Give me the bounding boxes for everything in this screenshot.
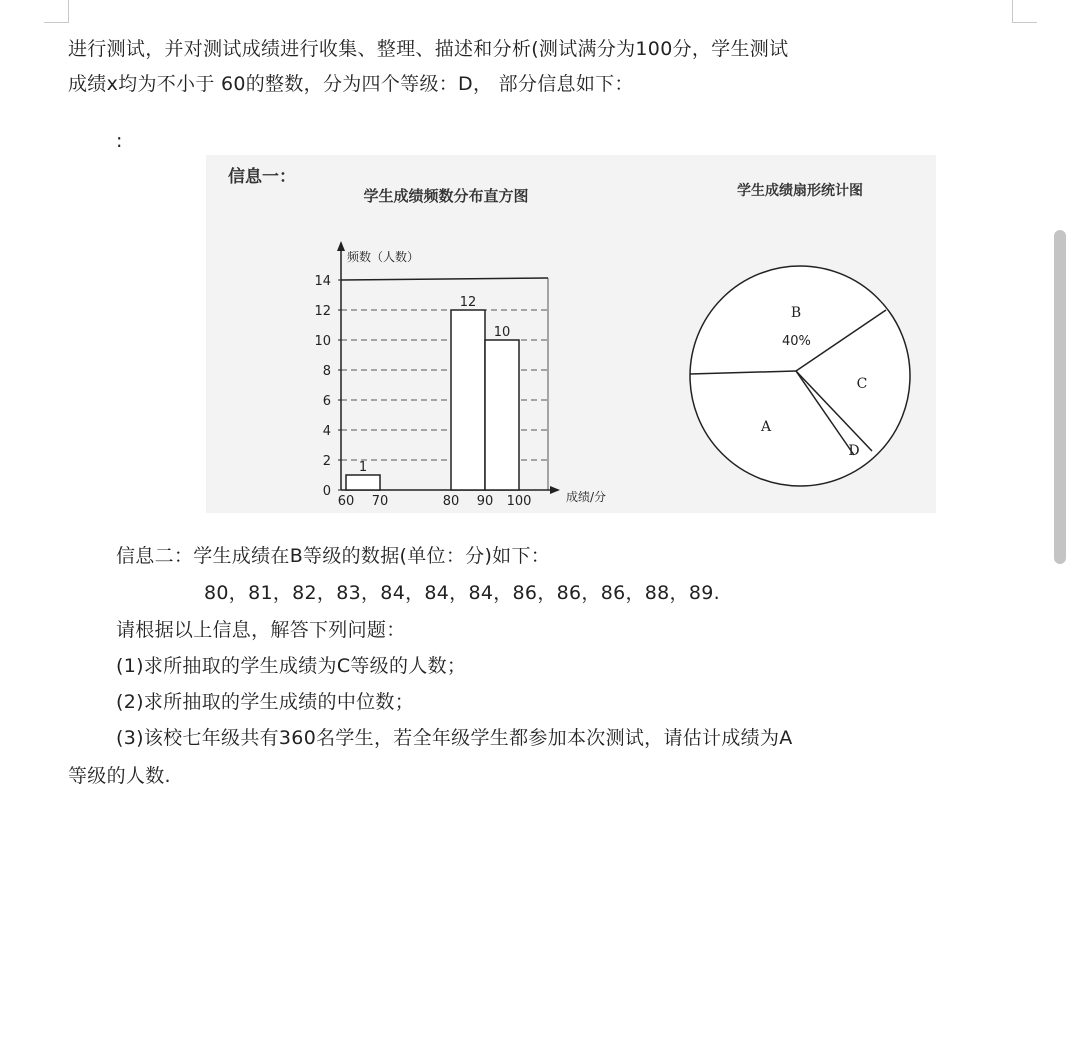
histogram-bar: [451, 310, 485, 490]
question-3-line-2: 等级的人数.: [68, 765, 171, 787]
paragraph-line-1: 进行测试，并对测试成绩进行收集、整理、描述和分析(测试满分为100分，学生测试: [68, 38, 789, 60]
histogram-bar: [485, 340, 519, 490]
pie-title: 学生成绩扇形统计图: [737, 183, 863, 199]
question-2: (2)求所抽取的学生成绩的中位数；: [116, 691, 415, 713]
histogram-y-tick-label: 14: [314, 274, 331, 289]
info-one-figure: [206, 155, 936, 513]
histogram-x-tick-label: 60: [337, 494, 355, 509]
info-two-data: 80，81，82，83，84，84，84，86，86，86，88，89.: [204, 582, 720, 604]
pie-chart: [690, 182, 910, 486]
pie-slice-label: D: [848, 443, 860, 459]
figure-svg: [206, 155, 936, 513]
histogram-x-tick-label: 70: [371, 494, 389, 509]
paragraph-line-2: 成绩x均为不小于 60的整数，分为四个等级：D， 部分信息如下：: [68, 73, 634, 95]
histogram-y-axis-arrow: [337, 241, 345, 251]
histogram-data-label: 10: [493, 325, 511, 340]
histogram-x-tick-label: 80: [442, 494, 460, 509]
histogram-y-tick-label: 2: [322, 454, 331, 469]
histogram-top-line: [341, 278, 548, 280]
question-1: (1)求所抽取的学生成绩为C等级的人数；: [116, 655, 467, 677]
figure-label: 信息一：: [228, 167, 296, 187]
histogram-y-tick-label: 6: [322, 394, 331, 409]
histogram-x-tick-label: 100: [506, 494, 532, 509]
info-two-heading: 信息二：学生成绩在B等级的数据(单位：分)如下：: [116, 545, 551, 567]
vertical-scrollbar[interactable]: [1054, 230, 1066, 564]
histogram-y-tick-label: 10: [314, 334, 331, 349]
pie-slice-label: A: [760, 419, 772, 435]
histogram-x-tick-label: 90: [476, 494, 494, 509]
pie-slice-label: C: [856, 376, 868, 392]
page-corner-mark-right: [1012, 0, 1037, 23]
histogram-y-tick-label: 0: [322, 484, 331, 499]
histogram-bar: [346, 475, 380, 490]
histogram-data-label: 1: [358, 460, 368, 475]
pie-slice-percent: 40%: [782, 334, 811, 349]
histogram-x-axis-label: 成绩/分: [566, 490, 607, 504]
question-intro: 请根据以上信息，解答下列问题：: [116, 619, 406, 641]
histogram-y-axis-label: 频数（人数）: [347, 250, 420, 264]
histogram-y-tick-label: 8: [322, 364, 331, 379]
histogram-y-tick-label: 12: [314, 304, 331, 319]
page-corner-mark-left: [44, 0, 69, 23]
histogram-data-label: 12: [459, 295, 477, 310]
histogram-x-axis-arrow: [550, 486, 560, 494]
histogram: [314, 187, 606, 509]
histogram-y-tick-label: 4: [322, 424, 331, 439]
pie-slice-label: B: [790, 305, 802, 321]
histogram-title: 学生成绩频数分布直方图: [363, 187, 529, 205]
question-3-line-1: (3)该校七年级共有360名学生，若全年级学生都参加本次测试，请估计成绩为A: [116, 727, 793, 749]
paragraph-line-3: :: [116, 130, 123, 152]
